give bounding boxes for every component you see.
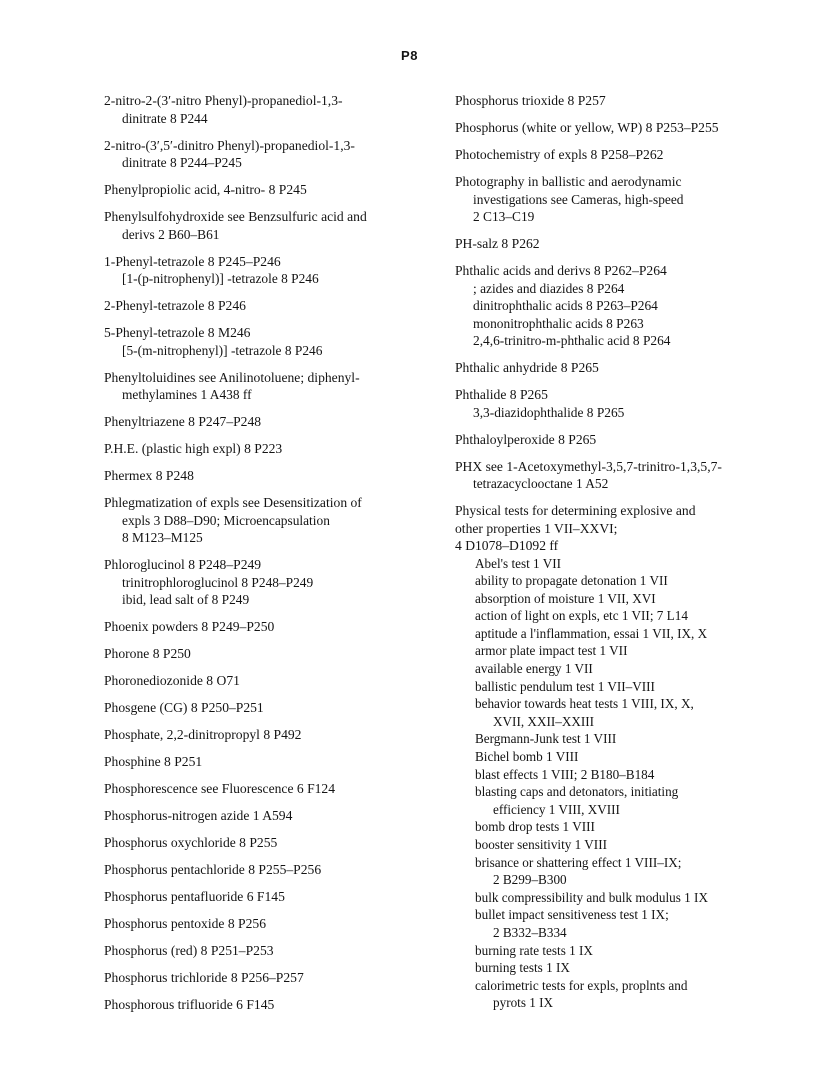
index-entry-sub: dinitrate 8 P244	[122, 110, 208, 126]
index-entry-sub: 3,3-diazidophthalide 8 P265	[473, 404, 625, 420]
index-entry	[455, 262, 795, 350]
index-entry-main: Phoronediozonide 8 O71	[104, 673, 240, 688]
index-entry	[104, 726, 404, 744]
physical-tests-entry	[455, 502, 795, 1012]
index-entry	[455, 92, 795, 110]
index-entry	[455, 119, 795, 137]
index-entry-sub: absorption of moisture 1 VII, XVI	[475, 590, 656, 606]
index-entry	[455, 173, 795, 226]
index-entry-sub: 8 M123–M125	[122, 530, 203, 545]
index-entry-main: 2-Phenyl-tetrazole 8 P246	[104, 298, 246, 313]
index-entry-main: Phermex 8 P248	[104, 468, 194, 483]
index-entry-main: 1-Phenyl-tetrazole 8 P245–P246	[104, 253, 281, 269]
index-entry-main: Phenyltriazene 8 P247–P248	[104, 414, 262, 429]
index-entry-main: Phosphorus (white or yellow, WP) 8 P253–P255	[455, 120, 719, 135]
index-entry	[104, 369, 404, 404]
index-entry-main: 2-nitro-(3′,5′-dinitro Phenyl)-propanediol-1,3-	[104, 137, 355, 153]
index-entry	[455, 431, 795, 449]
index-entry-main: Phosphorus trioxide 8 P257	[455, 93, 606, 108]
index-entry	[104, 467, 404, 485]
index-entry-sub: armor plate impact test 1 VII	[475, 643, 628, 659]
index-entry	[104, 861, 404, 879]
index-entry-sub: efficiency 1 VIII, XVIII	[493, 801, 620, 817]
index-entry-main: PH-salz 8 P262	[455, 236, 540, 251]
index-entry	[455, 386, 795, 421]
index-entry	[104, 807, 404, 825]
index-entry-main: Phosphorous trifluoride 6 F145	[104, 997, 275, 1012]
index-entry-sub: Bichel bomb 1 VIII	[475, 749, 579, 765]
index-entry	[104, 645, 404, 663]
index-entry-sub: bulk compressibility and bulk modulus 1 IX	[475, 889, 708, 905]
index-entry-sub: ability to propagate detonation 1 VII	[475, 573, 668, 589]
index-entry-sub: Bergmann-Junk test 1 VIII	[475, 731, 617, 747]
index-entry-sub: [1-(p-nitrophenyl)] -tetrazole 8 P246	[122, 271, 319, 286]
left-index-column	[104, 92, 404, 1023]
index-entry	[455, 359, 795, 377]
index-entry-sub: pyrots 1 IX	[493, 995, 554, 1011]
index-entry-main: Phosphorus trichloride 8 P256–P257	[104, 970, 304, 985]
index-entry-main: Phosphorescence see Fluorescence 6 F124	[104, 781, 336, 796]
index-entry	[104, 753, 404, 771]
index-entry-sub: ; azides and diazides 8 P264	[473, 280, 625, 296]
index-entry-main: Physical tests for determining explosive and	[455, 503, 696, 518]
index-entry-main: P.H.E. (plastic high expl) 8 P223	[104, 441, 283, 456]
index-entry-sub: bullet impact sensitiveness test 1 IX;	[475, 907, 669, 923]
index-entry-sub: 2 B299–B300	[493, 872, 567, 888]
index-entry-main: Phoenix powders 8 P249–P250	[104, 619, 275, 634]
index-entry	[104, 137, 404, 172]
index-entry-sub: mononitrophthalic acids 8 P263	[473, 315, 644, 331]
index-entry	[104, 942, 404, 960]
index-entry-main: other properties 1 VII–XXVI;	[455, 520, 618, 536]
index-entry-sub: blast effects 1 VIII; 2 B180–B184	[475, 766, 655, 782]
index-entry-main: Phthalic acids and derivs 8 P262–P264	[455, 263, 667, 278]
index-entry-main: 2-nitro-2-(3′-nitro Phenyl)-propanediol-1,3-	[104, 93, 343, 108]
index-entry-sub: XVII, XXII–XXIII	[493, 713, 595, 729]
index-entry-main: 4 D1078–D1092 ff	[455, 538, 559, 553]
index-entry	[104, 92, 404, 127]
index-entry-main: Phosphorus oxychloride 8 P255	[104, 835, 278, 850]
index-entry-main: Photography in ballistic and aerodynamic	[455, 174, 682, 189]
index-entry-main: 5-Phenyl-tetrazole 8 M246	[104, 325, 251, 340]
index-entry-sub: 2 C13–C19	[473, 209, 535, 224]
index-entry-sub: trinitrophloroglucinol 8 P248–P249	[122, 574, 314, 590]
index-entry-sub: behavior towards heat tests 1 VIII, IX, X,	[475, 696, 694, 712]
index-entry-main: Phosphate, 2,2-dinitropropyl 8 P492	[104, 727, 302, 742]
index-entry	[104, 413, 404, 431]
index-entry-sub: methylamines 1 A438 ff	[122, 387, 252, 402]
index-entry	[455, 235, 795, 253]
index-entry-main: Phorone 8 P250	[104, 646, 191, 661]
index-entry-sub: 2,4,6-trinitro-m-phthalic acid 8 P264	[473, 333, 671, 348]
index-entry-main: Phosphine 8 P251	[104, 754, 203, 769]
index-entry-sub: calorimetric tests for expls, proplnts and	[475, 977, 688, 993]
index-entry	[104, 834, 404, 852]
index-entry-main: Phthalic anhydride 8 P265	[455, 360, 599, 375]
index-entry	[104, 556, 404, 609]
index-entry-main: Phosgene (CG) 8 P250–P251	[104, 700, 264, 715]
index-entry-main: Phosphorus pentoxide 8 P256	[104, 916, 266, 931]
index-entry-sub: investigations see Cameras, high-speed	[473, 191, 684, 207]
index-entry	[455, 458, 795, 493]
index-entry-main: Phthaloylperoxide 8 P265	[455, 431, 597, 447]
index-entry-main: Phosphorus (red) 8 P251–P253	[104, 943, 274, 958]
index-entry-sub: [5-(m-nitrophenyl)] -tetrazole 8 P246	[122, 342, 323, 358]
index-entry	[104, 618, 404, 636]
index-entry-main: PHX see 1-Acetoxymethyl-3,5,7-trinitro-1,3,5,7-	[455, 458, 722, 474]
index-entry-main: Phenylpropiolic acid, 4-nitro- 8 P245	[104, 182, 307, 197]
index-entry	[104, 324, 404, 359]
index-entry-sub: burning rate tests 1 IX	[475, 942, 593, 958]
index-entry-main: Phloroglucinol 8 P248–P249	[104, 557, 262, 572]
index-entry-sub: available energy 1 VII	[475, 661, 593, 677]
index-entry-main: Phosphorus-nitrogen azide 1 A594	[104, 808, 293, 823]
index-entry	[104, 297, 404, 315]
index-entry	[455, 146, 795, 164]
index-entry	[104, 208, 404, 243]
index-entry	[104, 780, 404, 798]
index-entry-sub: burning tests 1 IX	[475, 960, 570, 976]
index-entry-sub: dinitrophthalic acids 8 P263–P264	[473, 298, 658, 313]
index-entry	[104, 494, 404, 547]
right-index-column	[455, 92, 795, 1012]
index-entry-main: Phthalide 8 P265	[455, 387, 548, 402]
index-entry-sub: 2 B332–B334	[493, 924, 567, 940]
index-entry	[104, 440, 404, 458]
index-entry	[104, 672, 404, 690]
index-entry-sub: dinitrate 8 P244–P245	[122, 155, 242, 170]
index-entry-sub: ibid, lead salt of 8 P249	[122, 592, 250, 607]
page-number: P8	[401, 48, 418, 63]
index-entry-main: Phlegmatization of expls see Desensitization of	[104, 495, 362, 510]
index-entry	[104, 181, 404, 199]
index-entry-sub: blasting caps and detonators, initiating	[475, 784, 679, 800]
index-entry-sub: bomb drop tests 1 VIII	[475, 819, 595, 835]
index-entry-sub: action of light on expls, etc 1 VII; 7 L14	[475, 608, 688, 624]
index-entry-main: Phosphorus pentafluoride 6 F145	[104, 889, 285, 904]
index-entry	[104, 915, 404, 933]
index-entry-sub: ballistic pendulum test 1 VII–VIII	[475, 678, 655, 694]
index-entry	[104, 996, 404, 1014]
index-entry-main: Phenylsulfohydroxide see Benzsulfuric acid and	[104, 209, 367, 224]
index-entry-main: Phenyltoluidines see Anilinotoluene; diphenyl-	[104, 369, 360, 385]
index-entry	[104, 699, 404, 717]
index-entry-main: Phosphorus pentachloride 8 P255–P256	[104, 862, 322, 877]
index-entry	[104, 888, 404, 906]
index-entry-main: Photochemistry of expls 8 P258–P262	[455, 147, 664, 162]
index-entry-sub: derivs 2 B60–B61	[122, 226, 220, 242]
index-entry-sub: brisance or shattering effect 1 VIII–IX;	[475, 854, 682, 870]
index-entry	[104, 969, 404, 987]
index-entry-sub: tetrazacyclooctane 1 A52	[473, 476, 609, 491]
index-entry-sub: aptitude a l'inflammation, essai 1 VII, IX, X	[475, 625, 708, 641]
index-entry	[104, 253, 404, 288]
index-entry-sub: expls 3 D88–D90; Microencapsulation	[122, 512, 330, 528]
index-entry-sub: Abel's test 1 VII	[475, 555, 562, 571]
index-entry-sub: booster sensitivity 1 VIII	[475, 837, 607, 852]
